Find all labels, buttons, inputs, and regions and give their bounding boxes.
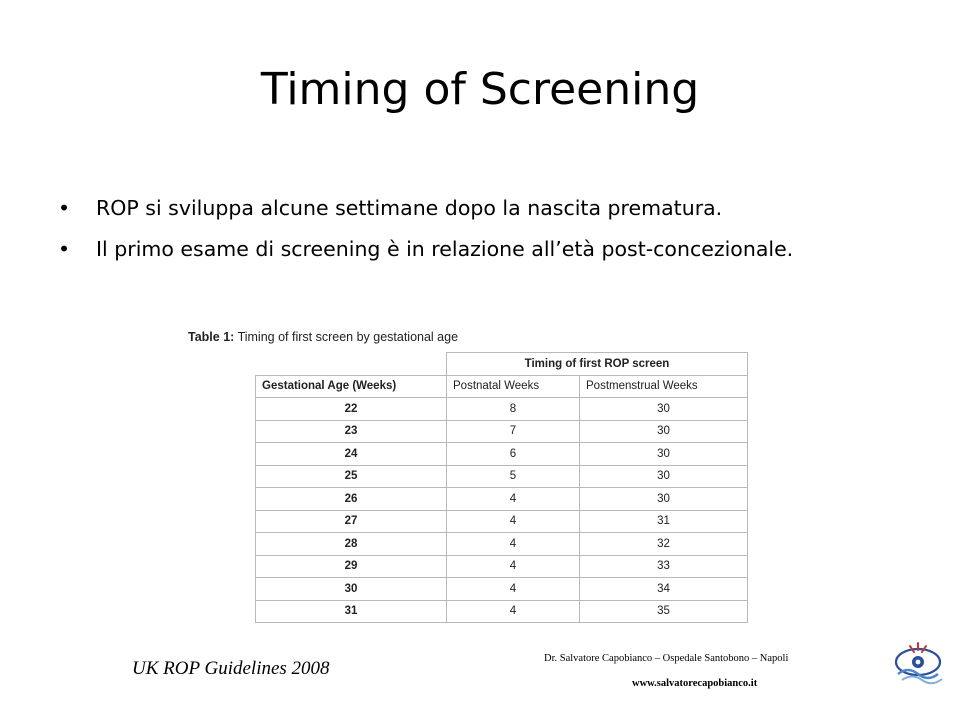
- cell-postnatal-weeks: 5: [447, 465, 580, 488]
- table-row: [256, 465, 748, 488]
- cell-gestational-age: 26: [256, 488, 447, 511]
- table-row: [256, 533, 748, 556]
- cell-postnatal-weeks: 6: [447, 443, 580, 466]
- cell-postmenstrual-weeks: 30: [580, 488, 748, 511]
- website-url: www.salvatorecapobianco.it: [632, 678, 758, 689]
- cell-postnatal-weeks: 4: [447, 510, 580, 533]
- cell-gestational-age: 24: [256, 443, 447, 466]
- table-group-header-row: [256, 353, 748, 376]
- table-row: [256, 600, 748, 623]
- table-row: [256, 510, 748, 533]
- table-caption: [188, 330, 458, 344]
- cell-gestational-age: 29: [256, 555, 447, 578]
- header-gestational-age: Gestational Age (Weeks): [256, 375, 447, 398]
- table-caption-text: Timing of first screen by gestational age: [237, 330, 459, 344]
- header-postnatal-weeks: Postnatal Weeks: [447, 375, 580, 398]
- cell-gestational-age: 28: [256, 533, 447, 556]
- author-credit: Dr. Salvatore Capobianco – Ospedale Santobono – Napoli: [544, 653, 789, 664]
- bullet-text: Il primo esame di screening è in relazione all’età post-concezionale.: [96, 237, 794, 261]
- cell-postnatal-weeks: 4: [447, 555, 580, 578]
- table-empty-corner: [256, 353, 447, 376]
- cell-postnatal-weeks: 4: [447, 600, 580, 623]
- cell-postnatal-weeks: 4: [447, 533, 580, 556]
- cell-postnatal-weeks: 4: [447, 578, 580, 601]
- table-row: [256, 443, 748, 466]
- cell-postmenstrual-weeks: 34: [580, 578, 748, 601]
- cell-postmenstrual-weeks: 30: [580, 398, 748, 421]
- bullet-item: [58, 229, 793, 270]
- header-postmenstrual-weeks: Postmenstrual Weeks: [580, 375, 748, 398]
- table-body: [256, 398, 748, 623]
- cell-postnatal-weeks: 7: [447, 420, 580, 443]
- cell-postmenstrual-weeks: 30: [580, 443, 748, 466]
- cell-postnatal-weeks: 8: [447, 398, 580, 421]
- cell-postmenstrual-weeks: 30: [580, 465, 748, 488]
- cell-gestational-age: 25: [256, 465, 447, 488]
- bullet-list: [58, 188, 793, 270]
- cell-gestational-age: 30: [256, 578, 447, 601]
- table-header-row: [256, 375, 748, 398]
- table-row: [256, 578, 748, 601]
- table-row: [256, 398, 748, 421]
- bullet-text: ROP si sviluppa alcune settimane dopo la nascita prematura.: [96, 196, 723, 220]
- slide-title: Timing of Screening: [260, 64, 700, 115]
- bullet-glyph: •: [58, 196, 71, 220]
- table-row: [256, 420, 748, 443]
- screening-table: [255, 352, 748, 623]
- cell-postnatal-weeks: 4: [447, 488, 580, 511]
- cell-postmenstrual-weeks: 30: [580, 420, 748, 443]
- bullet-glyph: •: [58, 237, 71, 261]
- table-group-header: Timing of first ROP screen: [447, 353, 748, 376]
- bullet-item: [58, 188, 793, 229]
- table-caption-label: Table 1:: [188, 330, 235, 344]
- cell-gestational-age: 23: [256, 420, 447, 443]
- table-row: [256, 488, 748, 511]
- cell-postmenstrual-weeks: 31: [580, 510, 748, 533]
- cell-gestational-age: 27: [256, 510, 447, 533]
- cell-postmenstrual-weeks: 35: [580, 600, 748, 623]
- cell-gestational-age: 22: [256, 398, 447, 421]
- cell-gestational-age: 31: [256, 600, 447, 623]
- table-row: [256, 555, 748, 578]
- source-citation: UK ROP Guidelines 2008: [132, 658, 330, 679]
- cell-postmenstrual-weeks: 32: [580, 533, 748, 556]
- cell-postmenstrual-weeks: 33: [580, 555, 748, 578]
- rop-logo-icon: [892, 640, 944, 686]
